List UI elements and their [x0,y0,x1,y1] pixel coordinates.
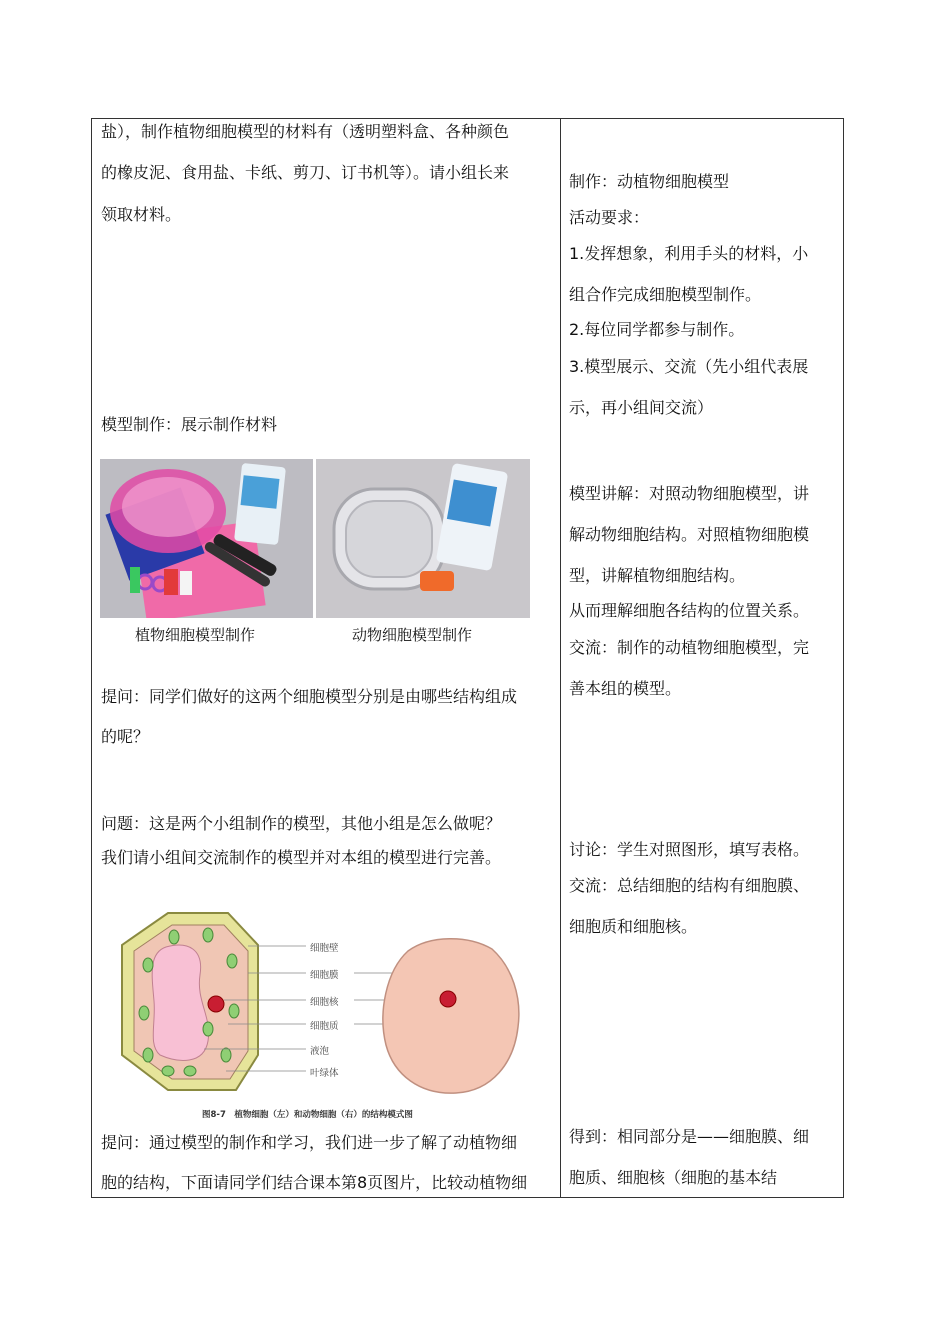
right-line-17: 得到：相同部分是——细胞膜、细 [569,1127,810,1146]
right-line-14: 讨论：学生对照图形，填写表格。 [569,840,810,859]
left-line-7: 问题：这是两个小组制作的模型，其他小组是怎么做呢？ [101,814,502,833]
animal-model-photo [316,459,530,618]
label-chloroplast: 叶绿体 [310,1068,339,1079]
cell-structure-diagram [108,905,528,1125]
right-line-4: 组合作完成细胞模型制作。 [569,285,762,304]
left-line-6: 的呢？ [101,727,150,746]
right-line-15: 交流：总结细胞的结构有细胞膜、 [569,876,810,895]
figure-caption: 图8-7 植物细胞（左）和动物细胞（右）的结构模式图 [202,1110,413,1120]
right-line-13: 善本组的模型。 [569,679,682,698]
left-line-4: 模型制作：展示制作材料 [101,415,278,434]
left-line-5: 提问：同学们做好的这两个细胞模型分别是由哪些结构组成 [101,687,518,706]
right-line-12: 交流：制作的动植物细胞模型，完 [569,638,810,657]
animal-photo-caption: 动物细胞模型制作 [352,626,473,644]
right-line-5: 2.每位同学都参与制作。 [569,320,745,339]
right-line-1: 制作：动植物细胞模型 [569,172,730,191]
label-cytoplasm: 细胞质 [310,1021,339,1032]
label-nucleus: 细胞核 [310,997,339,1008]
plant-photo-caption: 植物细胞模型制作 [135,626,256,644]
left-line-8: 我们请小组间交流制作的模型并对本组的模型进行完善。 [101,848,502,867]
right-line-11: 从而理解细胞各结构的位置关系。 [569,601,810,620]
left-line-1: 盐），制作植物细胞模型的材料有（透明塑料盒、各种颜色 [101,122,510,141]
label-cell-wall: 细胞壁 [310,943,339,954]
left-line-3: 领取材料。 [101,205,182,224]
column-divider [560,119,561,1197]
plant-model-photo [100,459,313,618]
left-line-10: 胞的结构，下面请同学们结合课本第8页图片，比较动植物细 [101,1173,528,1192]
right-line-18: 胞质、细胞核（细胞的基本结 [569,1168,778,1187]
right-line-10: 型，讲解植物细胞结构。 [569,566,746,585]
right-line-7: 示，再小组间交流） [569,398,714,417]
left-line-9: 提问：通过模型的制作和学习，我们进一步了解了动植物细 [101,1133,518,1152]
label-vacuole: 液泡 [310,1046,330,1057]
right-line-2: 活动要求： [569,208,650,227]
label-cell-membrane: 细胞膜 [310,970,339,981]
right-line-9: 解动物细胞结构。对照植物细胞模 [569,525,810,544]
right-line-3: 1.发挥想象，利用手头的材料，小 [569,244,809,263]
right-line-8: 模型讲解：对照动物细胞模型，讲 [569,484,810,503]
right-line-16: 细胞质和细胞核。 [569,917,698,936]
right-line-6: 3.模型展示、交流（先小组代表展 [569,357,809,376]
left-line-2: 的橡皮泥、食用盐、卡纸、剪刀、订书机等）。请小组长来 [101,163,510,182]
